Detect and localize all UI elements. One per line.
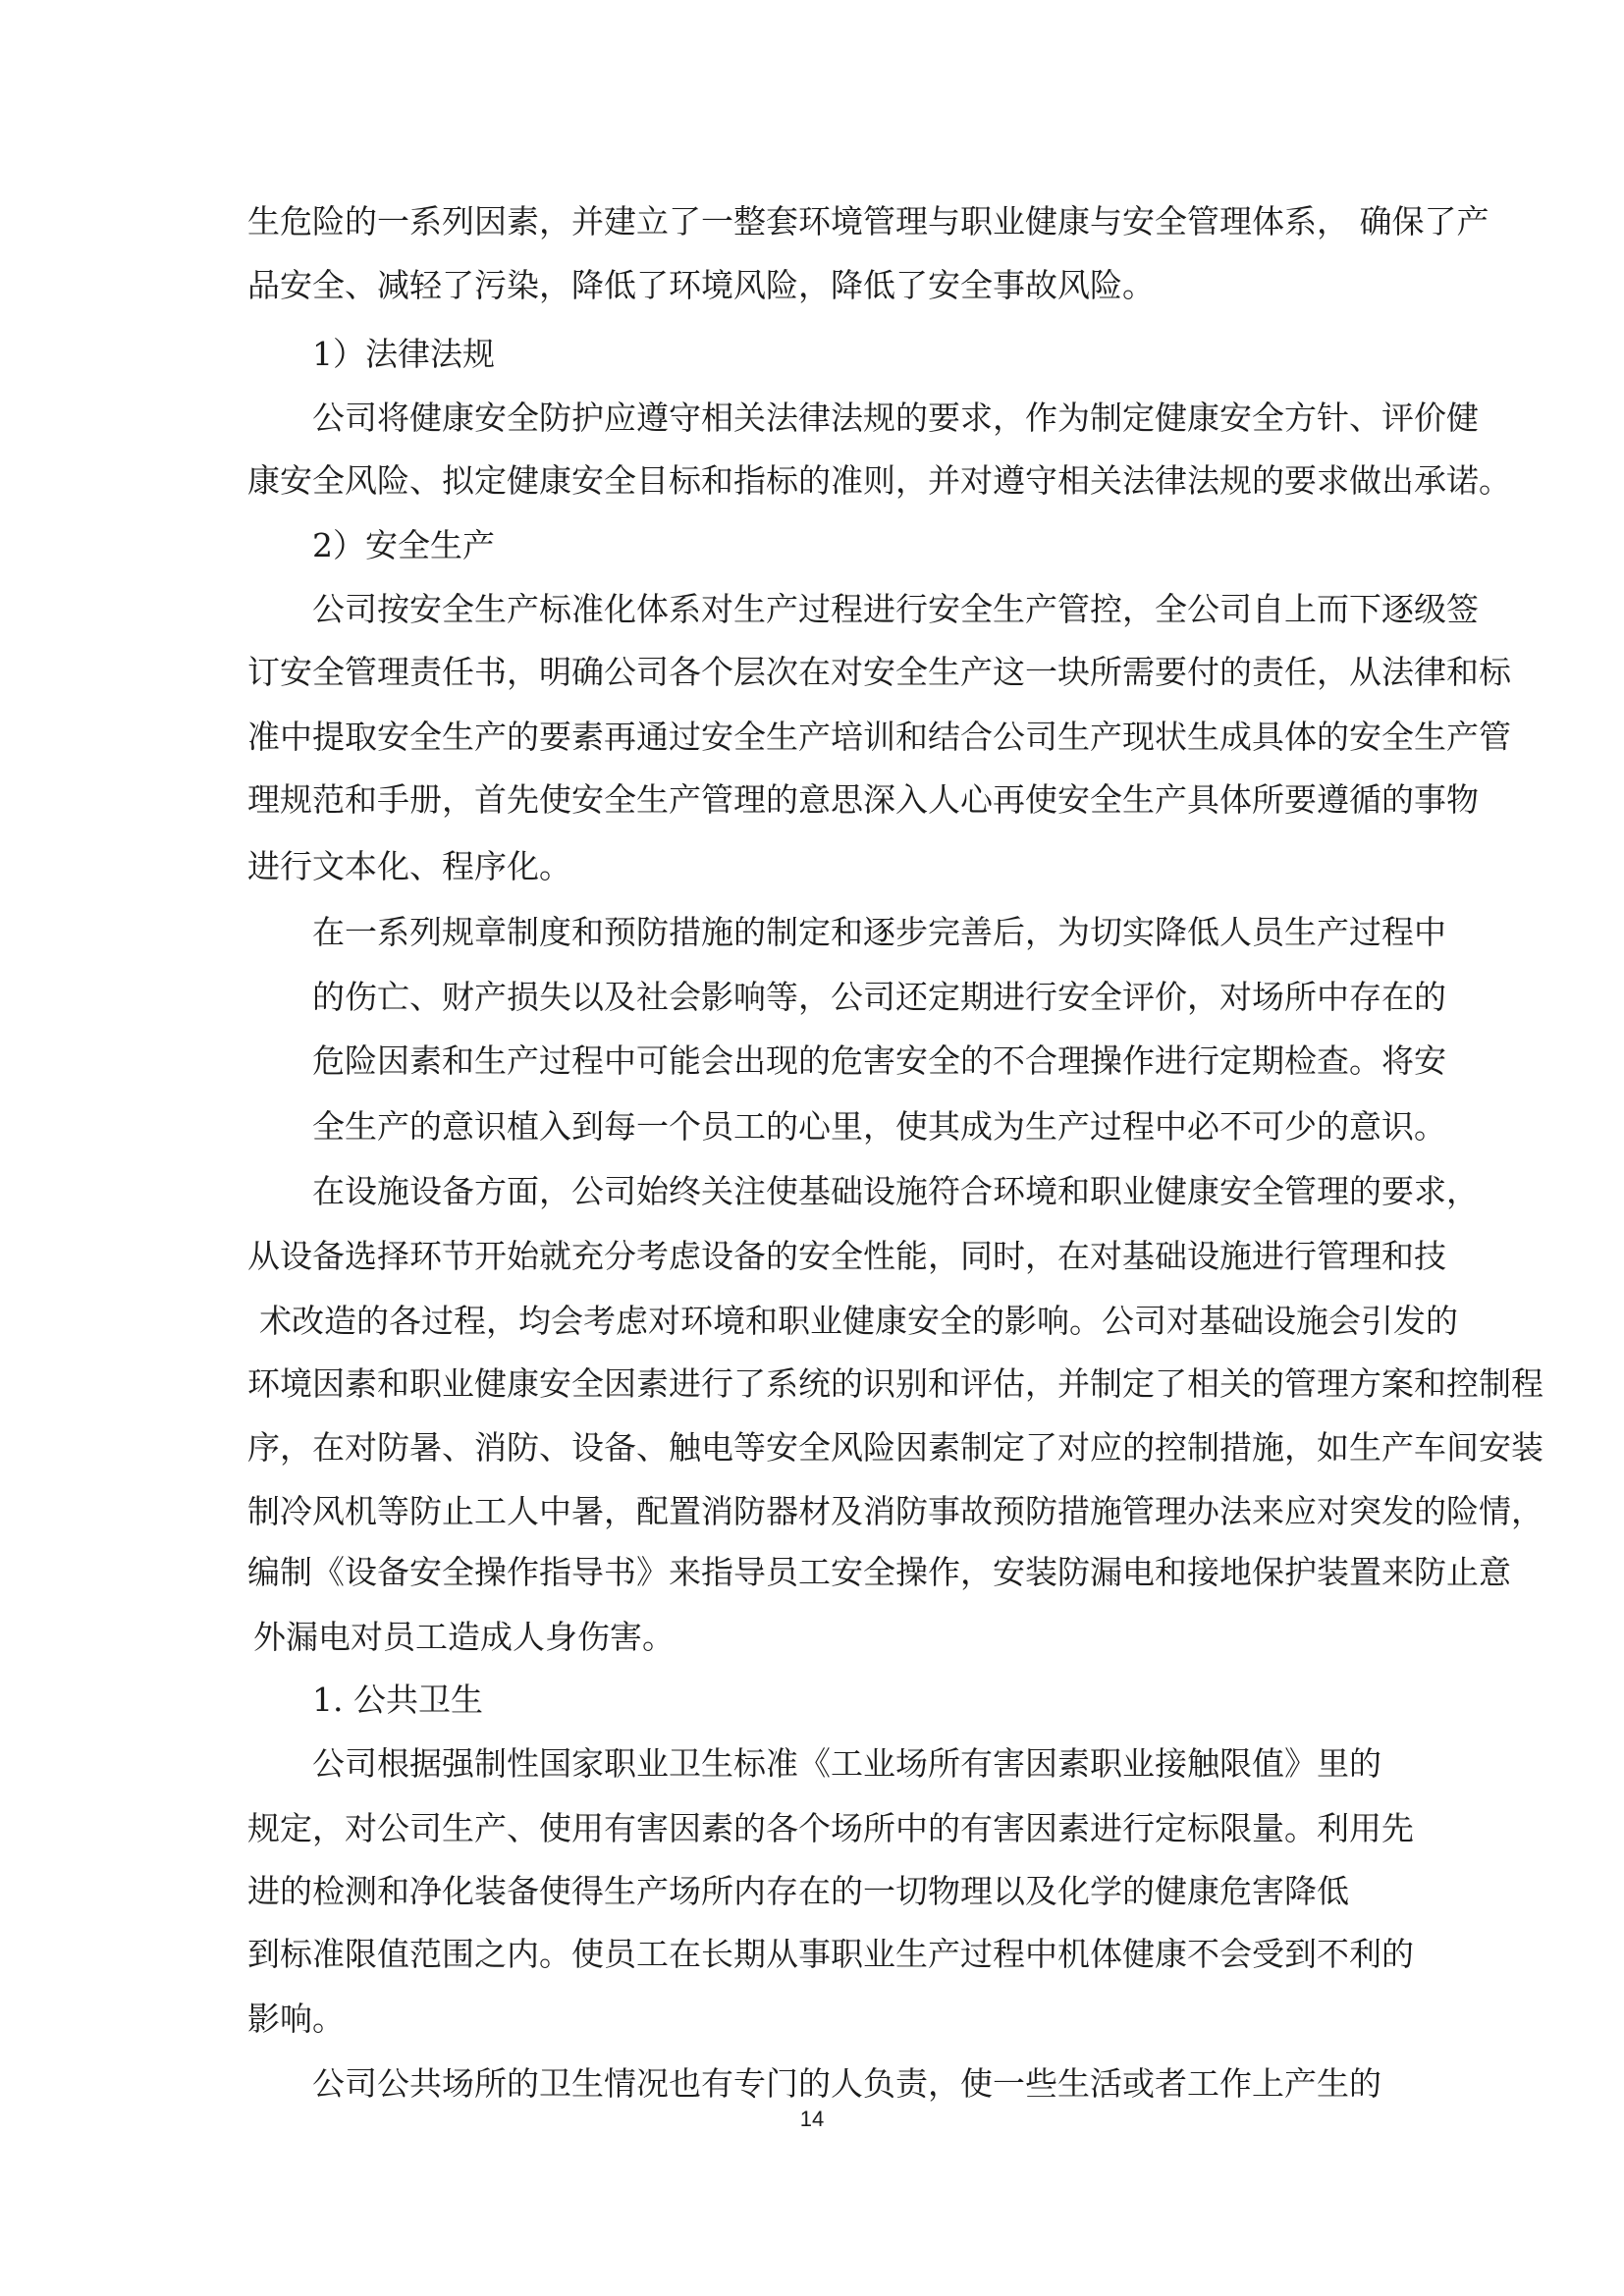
paragraph-line: 生危险的一系列因素，并建立了一整套环境管理与职业健康与安全管理体系， 确保了产: [247, 202, 1489, 240]
paragraph-line: 在设施设备方面，公司始终关注使基础设施符合环境和职业健康安全管理的要求，: [312, 1172, 1479, 1210]
paragraph-line: 规定，对公司生产、使用有害因素的各个场所中的有害因素进行定标限量。利用先: [247, 1809, 1414, 1847]
paragraph-line: 编制《设备安全操作指导书》来指导员工安全操作，安装防漏电和接地保护装置来防止意: [247, 1553, 1511, 1591]
paragraph-line: 在一系列规章制度和预防措施的制定和逐步完善后，为切实降低人员生产过程中: [312, 913, 1446, 951]
paragraph-line: 公司按安全生产标准化体系对生产过程进行安全生产管控，全公司自上而下逐级签: [312, 590, 1479, 628]
paragraph-line: 的伤亡、财产损失以及社会影响等，公司还定期进行安全评价，对场所中存在的: [312, 978, 1446, 1016]
section-heading: 1）法律法规: [312, 335, 495, 373]
paragraph-line: 公司将健康安全防护应遵守相关法律法规的要求，作为制定健康安全方针、评价健: [312, 399, 1479, 437]
paragraph-line: 全生产的意识植入到每一个员工的心里，使其成为生产过程中必不可少的意识。: [312, 1107, 1446, 1146]
paragraph-line: 品安全、减轻了污染，降低了环境风险，降低了安全事故风险。: [247, 266, 1155, 304]
section-heading: 2）安全生产: [312, 526, 495, 564]
paragraph-line: 外漏电对员工造成人身伤害。: [253, 1618, 675, 1656]
paragraph-line: 订安全管理责任书，明确公司各个层次在对安全生产这一块所需要付的责任，从法律和标: [247, 653, 1511, 691]
paragraph-line: 术改造的各过程，均会考虑对环境和职业健康安全的影响。公司对基础设施会引发的: [259, 1302, 1458, 1340]
paragraph-line: 影响。: [247, 2000, 345, 2038]
paragraph-line: 到标准限值范围之内。使员工在长期从事职业生产过程中机体健康不会受到不利的: [247, 1935, 1414, 1973]
section-heading: 1. 公共卫生: [312, 1681, 483, 1719]
paragraph-line: 康安全风险、拟定健康安全目标和指标的准则，并对遵守相关法律法规的要求做出承诺。: [247, 461, 1511, 500]
paragraph-line: 环境因素和职业健康安全因素进行了系统的识别和评估，并制定了相关的管理方案和控制程: [247, 1364, 1543, 1403]
paragraph-line: 公司根据强制性国家职业卫生标准《工业场所有害因素职业接触限值》里的: [312, 1744, 1381, 1783]
paragraph-line: 从设备选择环节开始就充分考虑设备的安全性能，同时，在对基础设施进行管理和技: [247, 1237, 1446, 1275]
paragraph-line: 准中提取安全生产的要素再通过安全生产培训和结合公司生产现状生成具体的安全生产管: [247, 718, 1511, 756]
paragraph-line: 进的检测和净化装备使得生产场所内存在的一切物理以及化学的健康危害降低: [247, 1872, 1349, 1910]
paragraph-line: 公司公共场所的卫生情况也有专门的人负责，使一些生活或者工作上产生的: [312, 2064, 1381, 2103]
paragraph-line: 序，在对防暑、消防、设备、触电等安全风险因素制定了对应的控制措施，如生产车间安装: [247, 1428, 1543, 1467]
paragraph-line: 理规范和手册，首先使安全生产管理的意思深入人心再使安全生产具体所要遵循的事物: [247, 780, 1479, 819]
paragraph-line: 进行文本化、程序化。: [247, 847, 571, 885]
paragraph-line: 危险因素和生产过程中可能会出现的危害安全的不合理操作进行定期检查。将安: [312, 1041, 1446, 1080]
page-number: 14: [799, 2107, 825, 2131]
paragraph-line: 制冷风机等防止工人中暑，配置消防器材及消防事故预防措施管理办法来应对突发的险情，: [247, 1492, 1543, 1530]
